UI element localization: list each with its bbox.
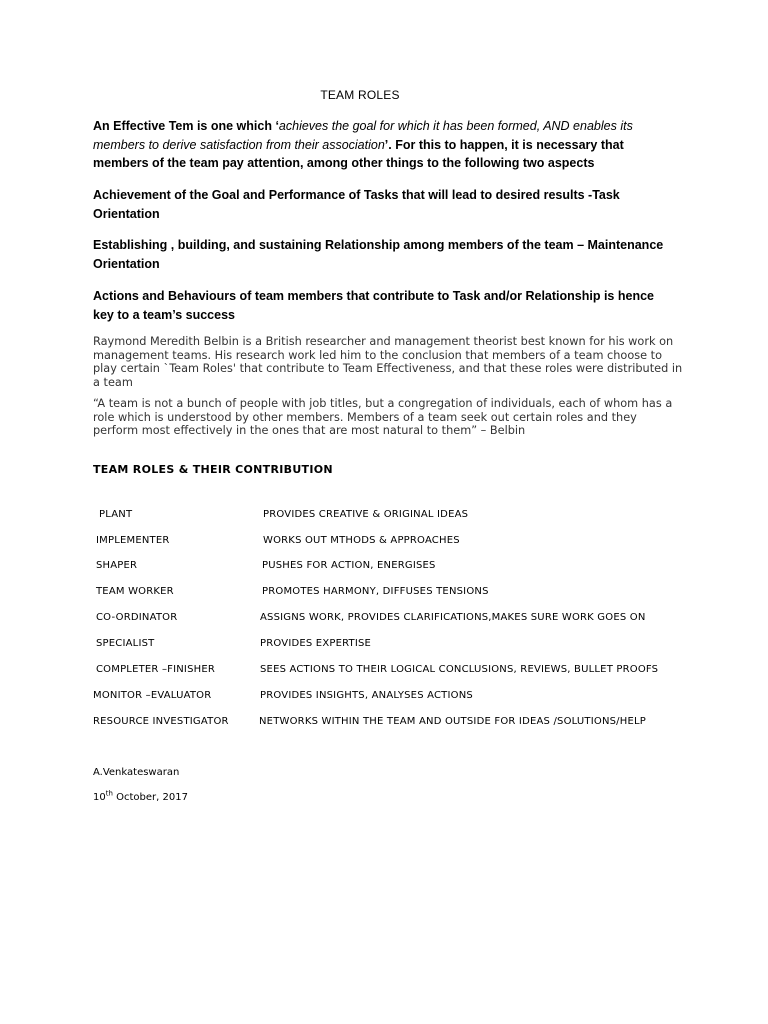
role-name: IMPLEMENTER [96, 535, 170, 546]
role-name: CO-ORDINATOR [96, 612, 178, 623]
role-contribution: PROVIDES CREATIVE & ORIGINAL IDEAS [263, 509, 469, 520]
role-row [0, 690, 768, 704]
role-name: PLANT [99, 509, 133, 520]
role-contribution: ASSIGNS WORK, PROVIDES CLARIFICATIONS,MAKES SURE WORK GOES ON [260, 612, 646, 623]
roles-heading: TEAM ROLES & THEIR CONTRIBUTION [93, 463, 333, 476]
author-name: A.Venkateswaran [93, 767, 180, 778]
role-row [0, 535, 768, 549]
role-row [0, 612, 768, 626]
role-contribution: WORKS OUT MTHODS & APPROACHES [263, 535, 460, 546]
role-contribution: PROMOTES HARMONY, DIFFUSES TENSIONS [262, 586, 489, 597]
role-name: SHAPER [96, 560, 138, 571]
intro-lead: An Effective Tem is one which ‘ [93, 119, 279, 133]
role-row [0, 509, 768, 523]
role-name: COMPLETER –FINISHER [96, 664, 216, 675]
role-row [0, 586, 768, 600]
role-row [0, 638, 768, 652]
date-rest: October, 2017 [112, 792, 188, 803]
intro-italic: achieves the goal for which it has been formed, AND enables its members to derive satisfaction from their association [93, 119, 633, 152]
role-contribution: SEES ACTIONS TO THEIR LOGICAL CONCLUSIONS, REVIEWS, BULLET PROOFS [260, 664, 659, 675]
role-row [0, 716, 768, 730]
date-suffix: th [105, 789, 113, 798]
role-name: MONITOR –EVALUATOR [93, 690, 212, 701]
document-date [93, 789, 188, 803]
belbin-paragraph: Raymond Meredith Belbin is a British researcher and management theorist best known for his work on management teams. His research work led him to the conclusion that members of a team choose to play certain `Team Roles' that contribute to Team Effectiveness, and that these roles were distributed in a team [93, 335, 683, 389]
aspect-success-key: Actions and Behaviours of team members that contribute to Task and/or Relationship is hence key to a team’s success [93, 289, 654, 322]
role-name: TEAM WORKER [96, 586, 174, 597]
role-row [0, 664, 768, 678]
intro-paragraph [93, 117, 673, 173]
role-contribution: NETWORKS WITHIN THE TEAM AND OUTSIDE FOR IDEAS /SOLUTIONS/HELP [259, 716, 646, 727]
aspect-task-orientation: Achievement of the Goal and Performance of Tasks that will lead to desired results -Task Orientation [93, 188, 620, 221]
role-contribution: PROVIDES INSIGHTS, ANALYSES ACTIONS [260, 690, 473, 701]
role-row [0, 560, 768, 574]
aspect-maintenance-orientation: Establishing , building, and sustaining Relationship among members of the team – Maintenance Orientation [93, 238, 664, 271]
date-day: 10 [93, 792, 106, 803]
document-title: TEAM ROLES [320, 88, 400, 102]
role-contribution: PUSHES FOR ACTION, ENERGISES [262, 560, 436, 571]
role-contribution: PROVIDES EXPERTISE [260, 638, 372, 649]
intro-tail: ’. For this to happen, it is necessary that members of the team pay attention, among other things to the following two aspects [93, 137, 624, 170]
belbin-quote: “A team is not a bunch of people with job titles, but a congregation of individuals, each of whom has a role which is understood by other members. Members of a team seek out certain roles and they perform most effectively in the ones that are most natural to them” – Belbin [93, 397, 673, 437]
role-name: SPECIALIST [96, 638, 155, 649]
role-name: RESOURCE INVESTIGATOR [93, 716, 229, 727]
